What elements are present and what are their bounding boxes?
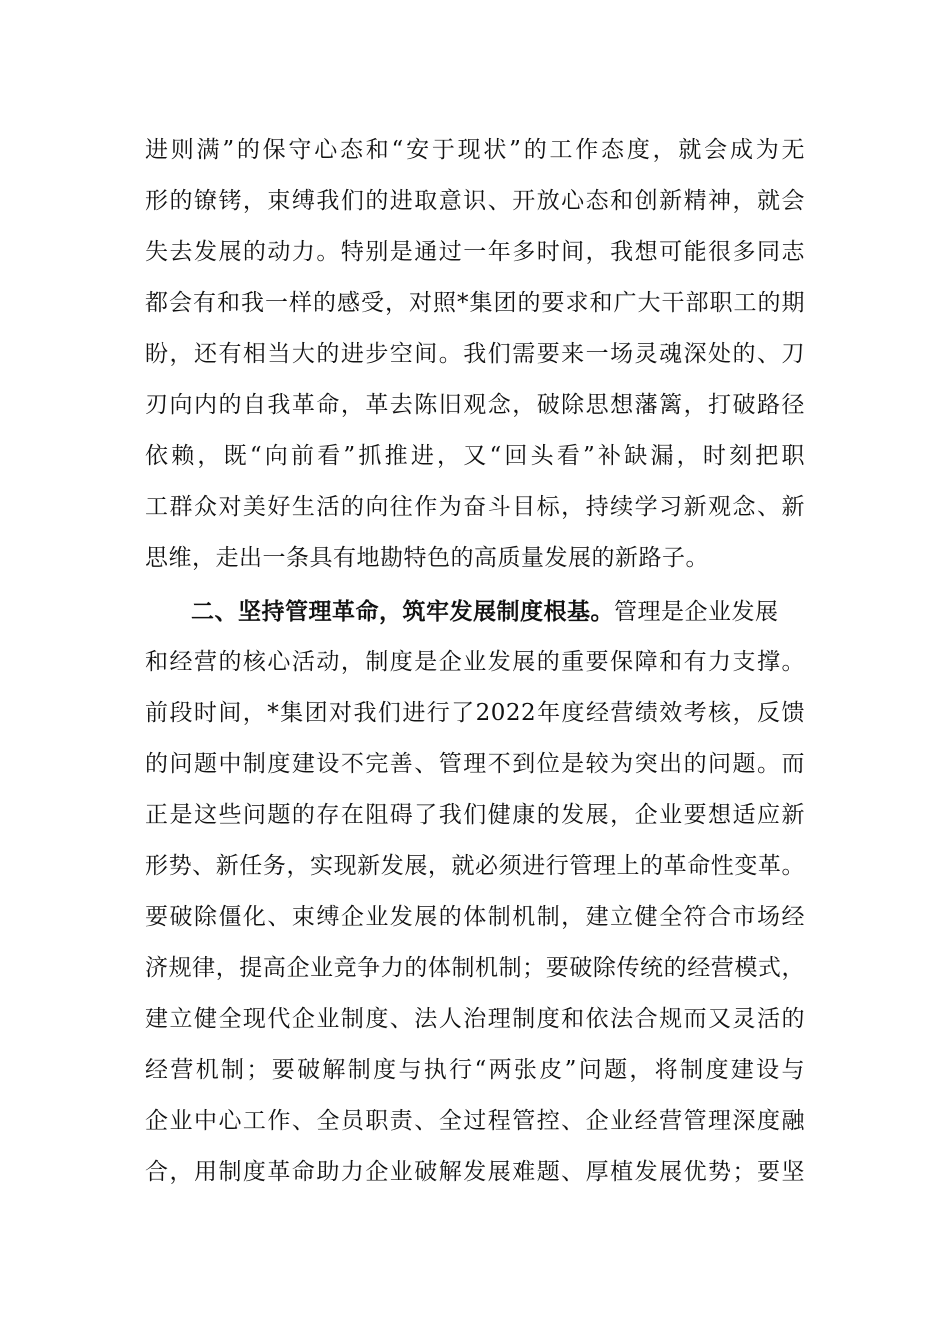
paragraph-line: 合，用制度革命助力企业破解发展难题、厚植发展优势；要坚	[145, 1159, 805, 1185]
paragraph-line: 和经营的核心活动，制度是企业发展的重要保障和有力支撑。	[145, 649, 805, 675]
paragraph-line: 盼，还有相当大的进步空间。我们需要来一场灵魂深处的、刀	[145, 341, 805, 367]
paragraph-line: 思维，走出一条具有地勘特色的高质量发展的新路子。	[145, 545, 709, 571]
paragraph-line: 工群众对美好生活的向往作为奋斗目标，持续学习新观念、新	[145, 494, 805, 520]
section-heading: 二、坚持管理革命，筑牢发展制度根基。	[191, 598, 614, 625]
paragraph-line: 前段时间，*集团对我们进行了2022年度经营绩效考核，反馈	[145, 700, 805, 726]
paragraph-line: 都会有和我一样的感受，对照*集团的要求和广大干部职工的期	[145, 290, 805, 316]
paragraph-first-line	[145, 586, 805, 637]
paragraph-line: 正是这些问题的存在阻碍了我们健康的发展，企业要想适应新	[145, 802, 805, 828]
paragraph-line: 形的镣铐，束缚我们的进取意识、开放心态和创新精神，就会	[145, 188, 805, 214]
paragraph-line: 经营机制；要破解制度与执行“两张皮”问题，将制度建设与	[145, 1057, 805, 1083]
paragraph-line: 形势、新任务，实现新发展，就必须进行管理上的革命性变革。	[145, 853, 805, 879]
paragraph-1	[145, 125, 805, 584]
paragraph-line: 企业中心工作、全员职责、全过程管控、企业经营管理深度融	[145, 1108, 805, 1134]
paragraph-line: 刃向内的自我革命，革去陈旧观念，破除思想藩篱，打破路径	[145, 392, 805, 418]
paragraph-line: 失去发展的动力。特别是通过一年多时间，我想可能很多同志	[145, 239, 805, 265]
heading-continuation: 管理是企业发展	[614, 599, 779, 625]
paragraph-line: 建立健全现代企业制度、法人治理制度和依法合规而又灵活的	[145, 1006, 805, 1032]
paragraph-line: 进则满”的保守心态和“安于现状”的工作态度，就会成为无	[145, 137, 805, 163]
paragraph-line: 的问题中制度建设不完善、管理不到位是较为突出的问题。而	[145, 751, 805, 777]
paragraph-line: 济规律，提高企业竞争力的体制机制；要破除传统的经营模式，	[145, 955, 805, 981]
paragraph-line: 依赖，既“向前看”抓推进，又“回头看”补缺漏，时刻把职	[145, 443, 805, 469]
paragraph-2	[145, 586, 805, 1198]
paragraph-line: 要破除僵化、束缚企业发展的体制机制，建立健全符合市场经	[145, 904, 805, 930]
